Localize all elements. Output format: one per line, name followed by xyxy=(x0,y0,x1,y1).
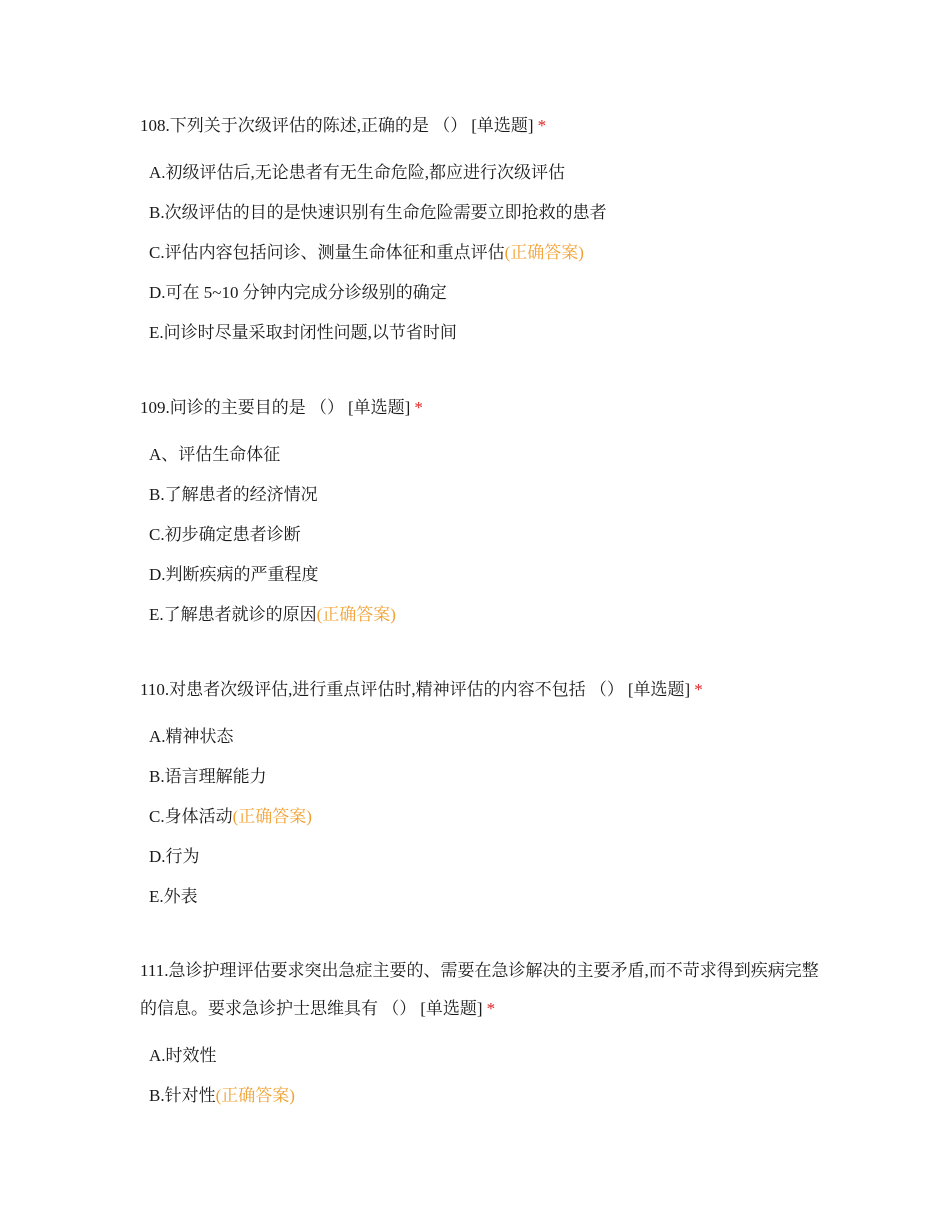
option-b[interactable] xyxy=(140,475,830,515)
option-text: A.精神状态 xyxy=(149,727,234,746)
correct-answer-label: (正确答案) xyxy=(504,243,584,262)
option-b[interactable] xyxy=(140,757,830,797)
question-109 xyxy=(140,389,830,635)
option-text: B.了解患者的经济情况 xyxy=(149,485,318,504)
question-text: 111.急诊护理评估要求突出急症主要的、需要在急诊解决的主要矛盾,而不苛求得到疾病完整的信息。要求急诊护士思维具有 （） xyxy=(140,961,819,1018)
option-text: A、评估生命体征 xyxy=(149,445,281,464)
required-mark: * xyxy=(694,680,703,699)
option-d[interactable] xyxy=(140,555,830,595)
option-a[interactable] xyxy=(140,1036,830,1076)
option-a[interactable] xyxy=(140,717,830,757)
question-title xyxy=(140,107,830,145)
question-108 xyxy=(140,107,830,353)
option-text: C.初步确定患者诊断 xyxy=(149,525,301,544)
option-text: C.身体活动 xyxy=(149,807,233,826)
question-type-label: [单选题] xyxy=(420,999,483,1018)
question-type-label: [单选题] xyxy=(348,398,411,417)
options-list xyxy=(140,435,830,635)
option-text: D.判断疾病的严重程度 xyxy=(149,565,319,584)
option-text: B.次级评估的目的是快速识别有生命危险需要立即抢救的患者 xyxy=(149,203,607,222)
option-text: E.问诊时尽量采取封闭性问题,以节省时间 xyxy=(149,323,457,342)
option-c[interactable] xyxy=(140,515,830,555)
option-text: C.评估内容包括问诊、测量生命体征和重点评估 xyxy=(149,243,505,262)
options-list xyxy=(140,717,830,917)
option-text: B.语言理解能力 xyxy=(149,767,267,786)
option-b[interactable] xyxy=(140,1076,830,1116)
question-title xyxy=(140,389,830,427)
option-text: B.针对性 xyxy=(149,1086,216,1105)
question-111 xyxy=(140,952,830,1116)
option-c[interactable] xyxy=(140,233,830,273)
option-text: E.了解患者就诊的原因 xyxy=(149,605,317,624)
required-mark: * xyxy=(537,116,547,135)
option-e[interactable] xyxy=(140,877,830,917)
required-mark: * xyxy=(486,999,496,1018)
question-110 xyxy=(140,671,830,917)
question-text: 110.对患者次级评估,进行重点评估时,精神评估的内容不包括 （） xyxy=(140,680,624,699)
option-d[interactable] xyxy=(140,837,830,877)
option-text: A.初级评估后,无论患者有无生命危险,都应进行次级评估 xyxy=(149,163,566,182)
question-type-label: [单选题] xyxy=(627,680,691,699)
option-text: A.时效性 xyxy=(149,1046,217,1065)
option-c[interactable] xyxy=(140,797,830,837)
question-title xyxy=(140,952,830,1028)
question-title xyxy=(140,671,830,709)
required-mark: * xyxy=(414,398,423,417)
option-text: E.外表 xyxy=(149,887,198,906)
option-text: D.可在 5~10 分钟内完成分诊级别的确定 xyxy=(149,283,447,302)
option-e[interactable] xyxy=(140,595,830,635)
options-list xyxy=(140,1036,830,1116)
question-type-label: [单选题] xyxy=(471,116,534,135)
correct-answer-label: (正确答案) xyxy=(316,605,396,624)
correct-answer-label: (正确答案) xyxy=(215,1086,295,1105)
option-a[interactable] xyxy=(140,435,830,475)
options-list xyxy=(140,153,830,353)
question-text: 109.问诊的主要目的是 （） xyxy=(140,398,344,417)
option-text: D.行为 xyxy=(149,847,200,866)
option-a[interactable] xyxy=(140,153,830,193)
correct-answer-label: (正确答案) xyxy=(232,807,312,826)
option-e[interactable] xyxy=(140,313,830,353)
question-text: 108.下列关于次级评估的陈述,正确的是 （） xyxy=(140,116,468,135)
option-d[interactable] xyxy=(140,273,830,313)
option-b[interactable] xyxy=(140,193,830,233)
